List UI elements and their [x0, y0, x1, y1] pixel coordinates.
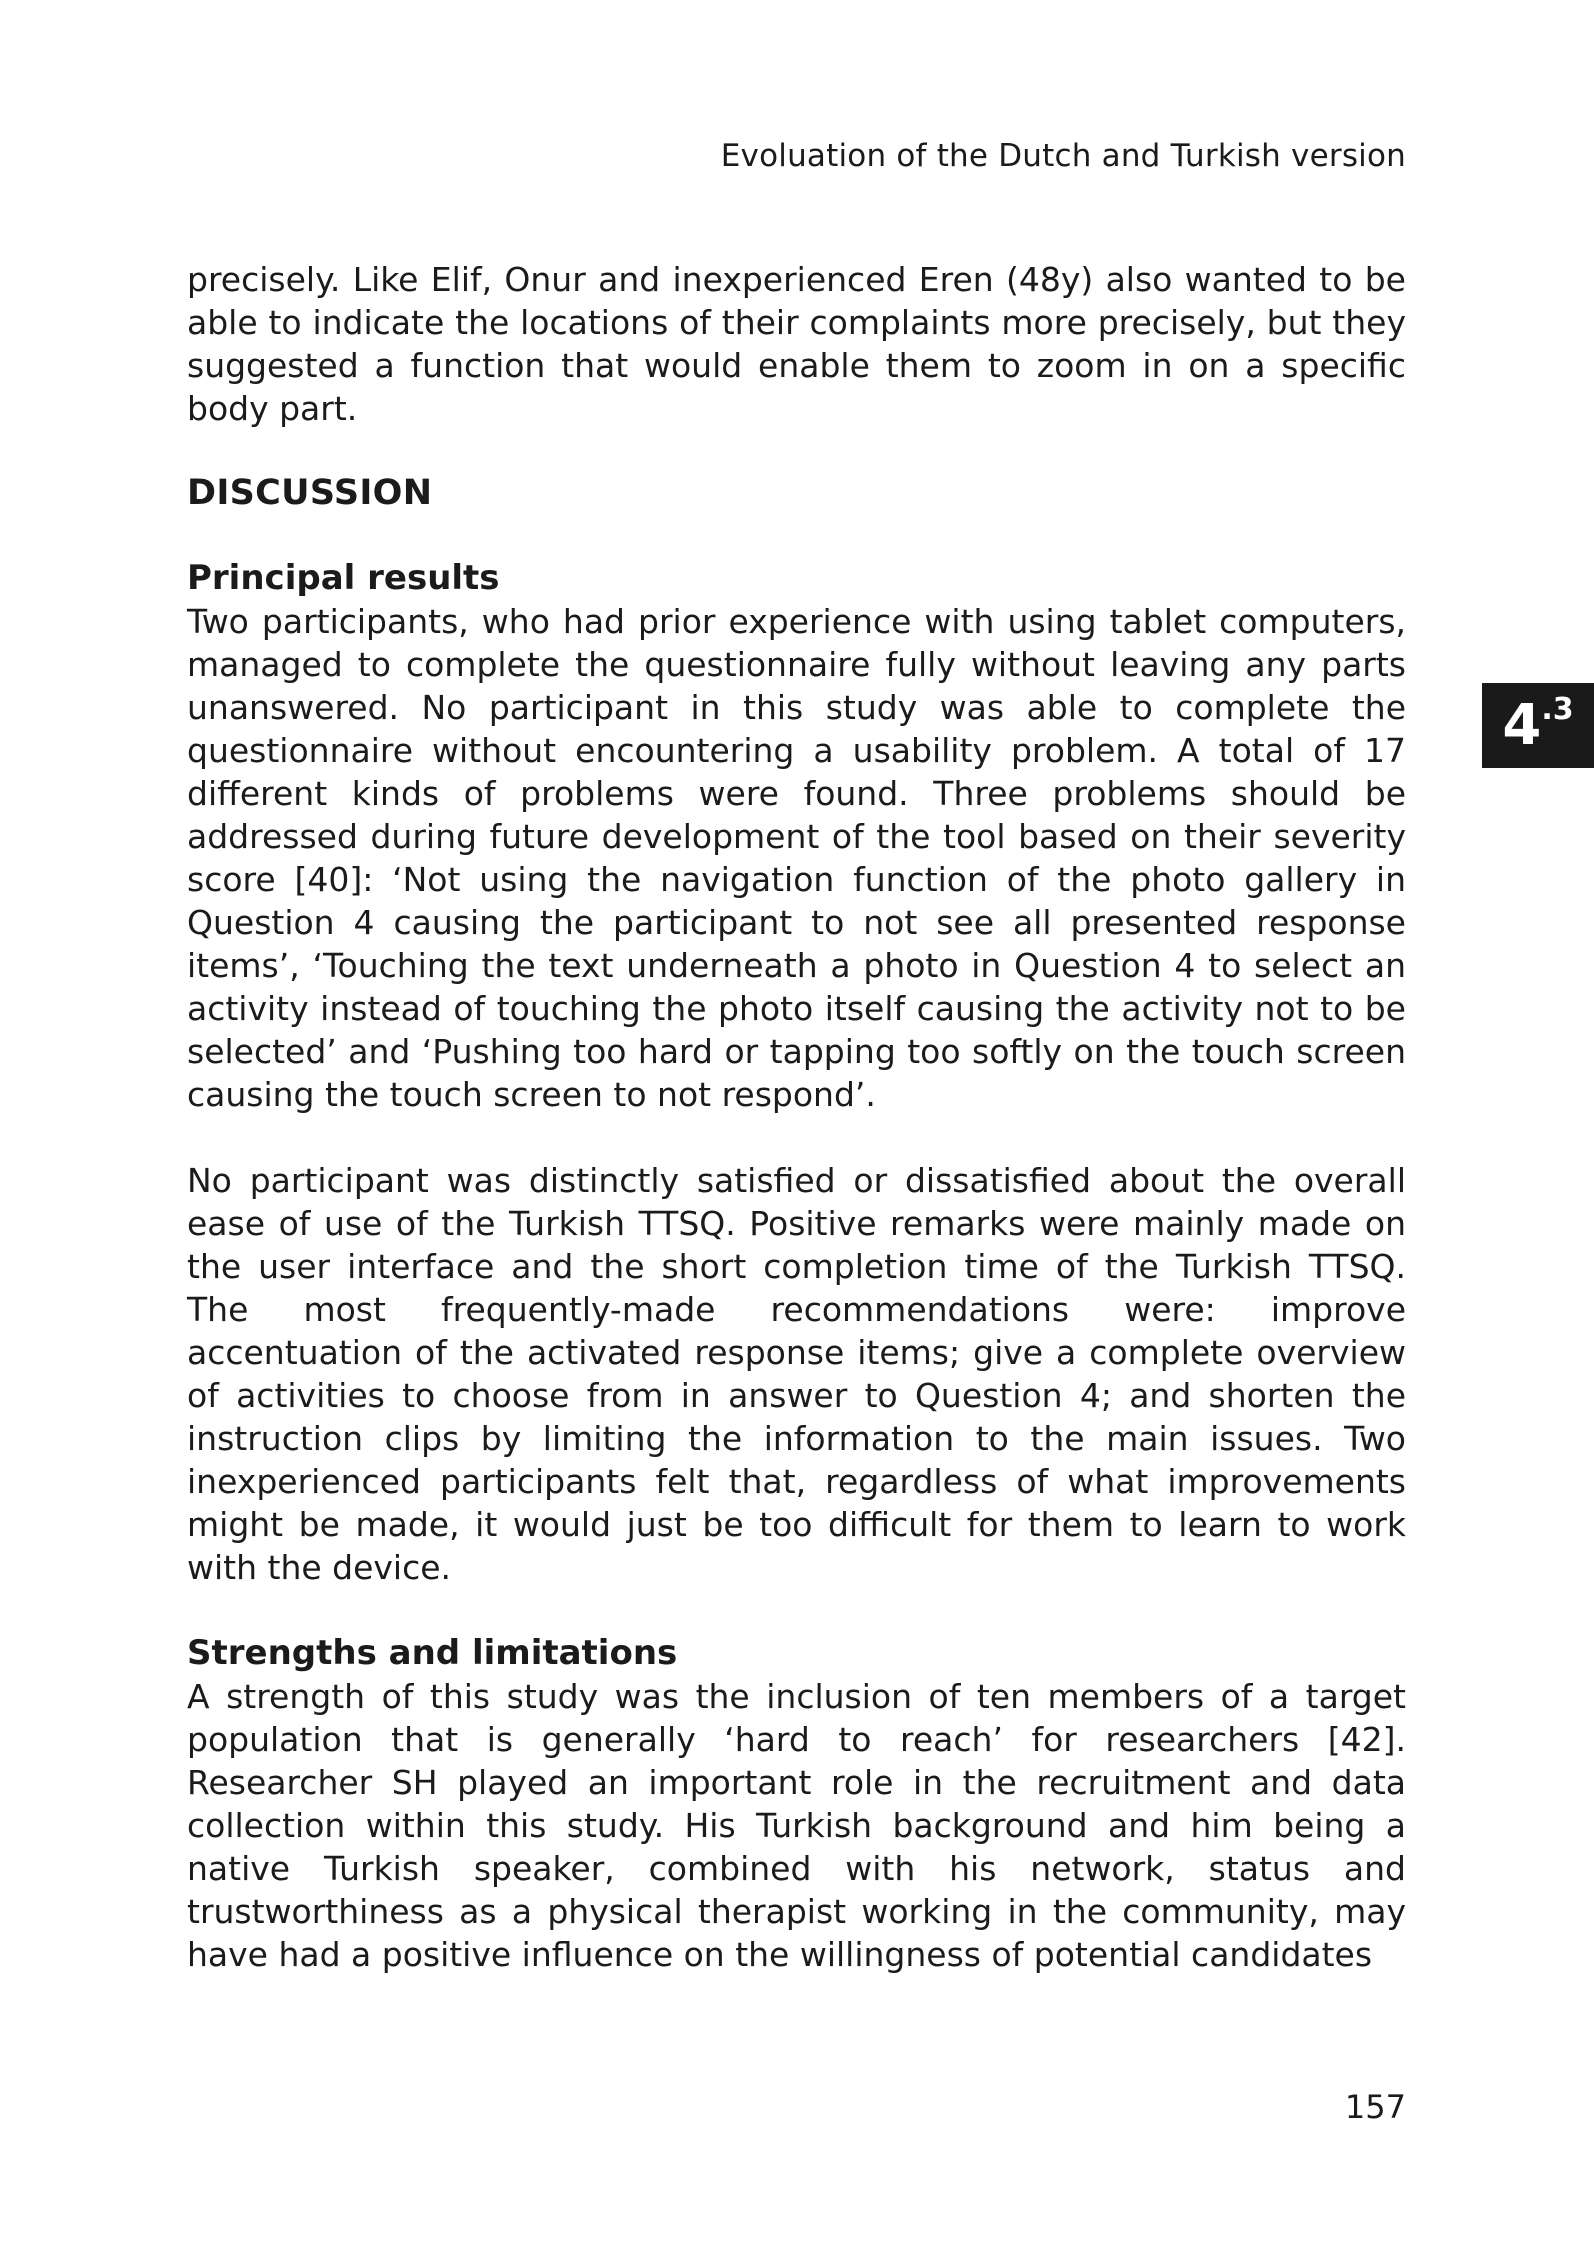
- principal-results-heading: Principal results: [187, 558, 500, 598]
- chapter-number: 4: [1502, 692, 1542, 758]
- strengths-limitations-paragraph-1: A strength of this study was the inclusion of ten members of a target population that is generally ‘hard to reach’ for researchers [42]. Researcher SH played an important role in the recruitment and data collection within this study. His Turkish background and him being a native Turkish speaker, combined with his network, status and trustworthiness as a physical therapist working in the community, may have had a positive influence on the willingness of potential candidates: [187, 1677, 1406, 1974]
- intro-paragraph: precisely. Like Elif, Onur and inexperienced Eren (48y) also wanted to be able to indicate the locations of their complaints more precisely, but they suggested a function that would enable them to zoom in on a specific body part.: [187, 260, 1406, 428]
- chapter-subnumber: .3: [1541, 691, 1574, 727]
- chapter-tab: [1482, 683, 1594, 768]
- page-content: [187, 258, 1406, 1976]
- strengths-limitations-heading: Strengths and limitations: [187, 1633, 678, 1673]
- principal-results-paragraph-1: Two participants, who had prior experience with using tablet computers, managed to complete the questionnaire fully without leaving any parts unanswered. No participant in this study was able to complete the questionnaire without encountering a usability problem. A total of 17 different kinds of problems were found. Three problems should be addressed during future development of the tool based on their severity score [40]: ‘Not using the navigation function of the photo gallery in Question 4 causing the participant to not see all presented response items’, ‘Touching the text underneath a photo in Question 4 to select an activity instead of touching the photo itself causing the activity not to be selected’ and ‘Pushing too hard or tapping too softly on the touch screen causing the touch screen to not respond’.: [187, 602, 1406, 1114]
- discussion-heading: DISCUSSION: [187, 473, 433, 513]
- principal-results-paragraph-2: No participant was distinctly satisfied or dissatisfied about the overall ease of use of the Turkish TTSQ. Positive remarks were mainly made on the user interface and the short completion time of the Turkish TTSQ. The most frequently-made recommendations were: improve accentuation of the activated response items; give a complete overview of activities to choose from in answer to Question 4; and shorten the instruction clips by limiting the information to the main issues. Two inexperienced participants felt that, regardless of what improvements might be made, it would just be too difficult for them to learn to work with the device.: [187, 1161, 1406, 1587]
- running-header: Evoluation of the Dutch and Turkish version: [720, 138, 1406, 174]
- page-number: 157: [1344, 2088, 1406, 2126]
